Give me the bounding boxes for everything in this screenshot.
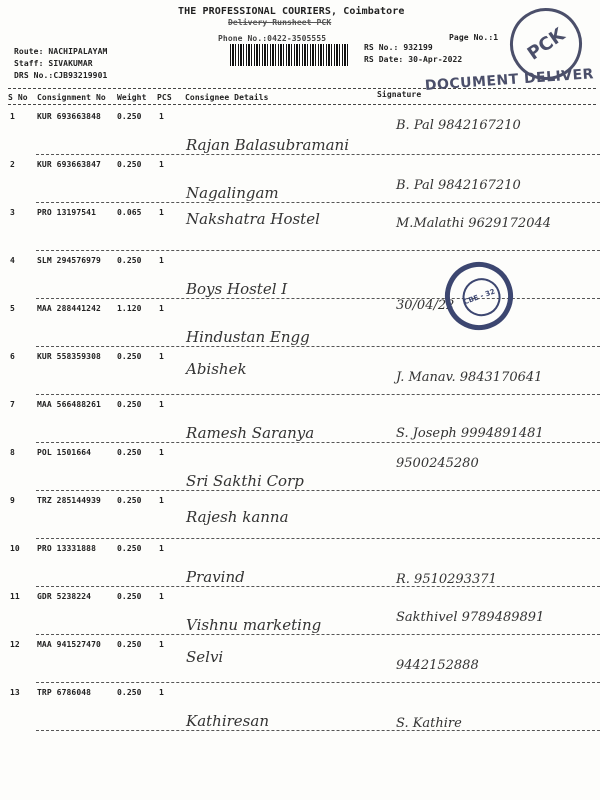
row-consignee: Nagalingam xyxy=(186,184,279,202)
row-weight: 0.250 xyxy=(117,160,142,169)
row-sno: 5 xyxy=(10,304,15,313)
row-weight: 0.250 xyxy=(117,112,142,121)
rs-number: RS No.: 932199 xyxy=(364,43,433,52)
row-consignment-no: PRO 13331888 xyxy=(37,544,96,553)
row-pcs: 1 xyxy=(159,112,164,121)
col-consignment: Consignment No xyxy=(37,93,106,102)
row-consignee: Boys Hostel I xyxy=(186,280,288,298)
col-weight: Weight xyxy=(117,93,147,102)
row-weight: 0.250 xyxy=(117,592,142,601)
row-divider xyxy=(36,394,600,395)
row-pcs: 1 xyxy=(159,160,164,169)
row-weight: 0.250 xyxy=(117,400,142,409)
row-sno: 2 xyxy=(10,160,15,169)
row-weight: 1.120 xyxy=(117,304,142,313)
row-weight: 0.250 xyxy=(117,496,142,505)
row-consignment-no: KUR 558359308 xyxy=(37,352,101,361)
row-weight: 0.250 xyxy=(117,544,142,553)
row-pcs: 1 xyxy=(159,544,164,553)
row-sno: 7 xyxy=(10,400,15,409)
row-consignee: Rajan Balasubramani xyxy=(186,136,350,154)
row-consignee: Pravind xyxy=(186,568,245,586)
row-sno: 9 xyxy=(10,496,15,505)
row-sno: 8 xyxy=(10,448,15,457)
row-pcs: 1 xyxy=(159,592,164,601)
route-label: Route: NACHIPALAYAM xyxy=(14,47,108,56)
row-pcs: 1 xyxy=(159,448,164,457)
seal-text: CBE - 32 xyxy=(462,287,497,307)
row-consignee: Hindustan Engg xyxy=(186,328,310,346)
row-divider xyxy=(36,490,600,491)
row-signature: Sakthivel 9789489891 xyxy=(396,610,545,625)
col-consignee: Consignee Details xyxy=(185,93,269,102)
row-consignee: Vishnu marketing xyxy=(186,616,322,634)
row-signature: R. 9510293371 xyxy=(396,572,497,587)
row-consignment-no: POL 1501664 xyxy=(37,448,92,457)
header-bottom-rule xyxy=(8,104,596,105)
row-consignment-no: MAA 566488261 xyxy=(37,400,101,409)
row-signature: 9500245280 xyxy=(396,456,479,471)
col-sno: S No xyxy=(8,93,28,102)
runsheet-subtitle: Delivery Runsheet PCK xyxy=(228,18,332,27)
row-weight: 0.250 xyxy=(117,448,142,457)
row-consignee: Rajesh kanna xyxy=(186,508,289,526)
page-number: Page No.:1 xyxy=(449,33,499,42)
row-divider xyxy=(36,634,600,635)
row-sno: 3 xyxy=(10,208,15,217)
row-signature: S. Kathire xyxy=(396,716,462,731)
row-pcs: 1 xyxy=(159,208,164,217)
row-pcs: 1 xyxy=(159,688,164,697)
row-pcs: 1 xyxy=(159,304,164,313)
row-consignment-no: KUR 693663847 xyxy=(37,160,101,169)
row-consignee: Kathiresan xyxy=(186,712,269,730)
phone-number: Phone No.:0422-3505555 xyxy=(218,34,327,43)
row-signature: B. Pal 9842167210 xyxy=(396,178,521,193)
row-consignment-no: SLM 294576979 xyxy=(37,256,101,265)
row-divider xyxy=(36,682,600,683)
row-weight: 0.065 xyxy=(117,208,142,217)
courier-title: THE PROFESSIONAL COURIERS, Coimbatore xyxy=(178,6,405,17)
pck-stamp-text: PCK xyxy=(523,23,569,65)
col-pcs: PCS xyxy=(157,93,172,102)
row-divider xyxy=(36,586,600,587)
row-signature: S. Joseph 9994891481 xyxy=(396,426,544,441)
row-sno: 4 xyxy=(10,256,15,265)
row-consignee: Abishek xyxy=(186,360,247,378)
row-weight: 0.250 xyxy=(117,256,142,265)
drs-number: DRS No.:CJB93219901 xyxy=(14,71,108,80)
row-consignee: Nakshatra Hostel xyxy=(186,210,320,228)
row-divider xyxy=(36,154,600,155)
row-sno: 1 xyxy=(10,112,15,121)
row-consignee: Sri Sakthi Corp xyxy=(186,472,304,490)
row-consignment-no: TRZ 285144939 xyxy=(37,496,101,505)
row-pcs: 1 xyxy=(159,496,164,505)
row-consignee: Ramesh Saranya xyxy=(186,424,315,442)
row-signature: J. Manav. 9843170641 xyxy=(396,370,543,385)
row-consignee: Selvi xyxy=(186,648,224,666)
row-consignment-no: MAA 941527470 xyxy=(37,640,101,649)
row-sno: 12 xyxy=(10,640,20,649)
row-divider xyxy=(36,298,600,299)
row-divider xyxy=(36,538,600,539)
row-sno: 10 xyxy=(10,544,20,553)
staff-label: Staff: SIVAKUMAR xyxy=(14,59,93,68)
row-signature: 30/04/22 xyxy=(396,298,455,313)
row-consignment-no: TRP 6786048 xyxy=(37,688,92,697)
row-signature: M.Malathi 9629172044 xyxy=(396,216,552,231)
row-pcs: 1 xyxy=(159,640,164,649)
document-delivered-stamp: DOCUMENT DELIVER xyxy=(424,66,595,94)
row-signature: 9442152888 xyxy=(396,658,479,673)
row-divider xyxy=(36,442,600,443)
row-weight: 0.250 xyxy=(117,352,142,361)
row-consignment-no: MAA 288441242 xyxy=(37,304,101,313)
row-weight: 0.250 xyxy=(117,688,142,697)
row-sno: 6 xyxy=(10,352,15,361)
row-consignment-no: PRO 13197541 xyxy=(37,208,96,217)
row-consignment-no: GDR 5238224 xyxy=(37,592,92,601)
row-consignment-no: KUR 693663848 xyxy=(37,112,101,121)
row-sno: 11 xyxy=(10,592,20,601)
col-signature: Signature xyxy=(377,90,422,99)
row-weight: 0.250 xyxy=(117,640,142,649)
office-seal xyxy=(435,252,522,339)
row-pcs: 1 xyxy=(159,256,164,265)
row-signature: B. Pal 9842167210 xyxy=(396,118,521,133)
rs-date: RS Date: 30-Apr-2022 xyxy=(364,55,463,64)
barcode xyxy=(230,44,350,66)
row-sno: 13 xyxy=(10,688,20,697)
row-divider xyxy=(36,346,600,347)
row-pcs: 1 xyxy=(159,352,164,361)
row-divider xyxy=(36,202,600,203)
row-pcs: 1 xyxy=(159,400,164,409)
row-divider xyxy=(36,730,600,731)
row-divider xyxy=(36,250,600,251)
